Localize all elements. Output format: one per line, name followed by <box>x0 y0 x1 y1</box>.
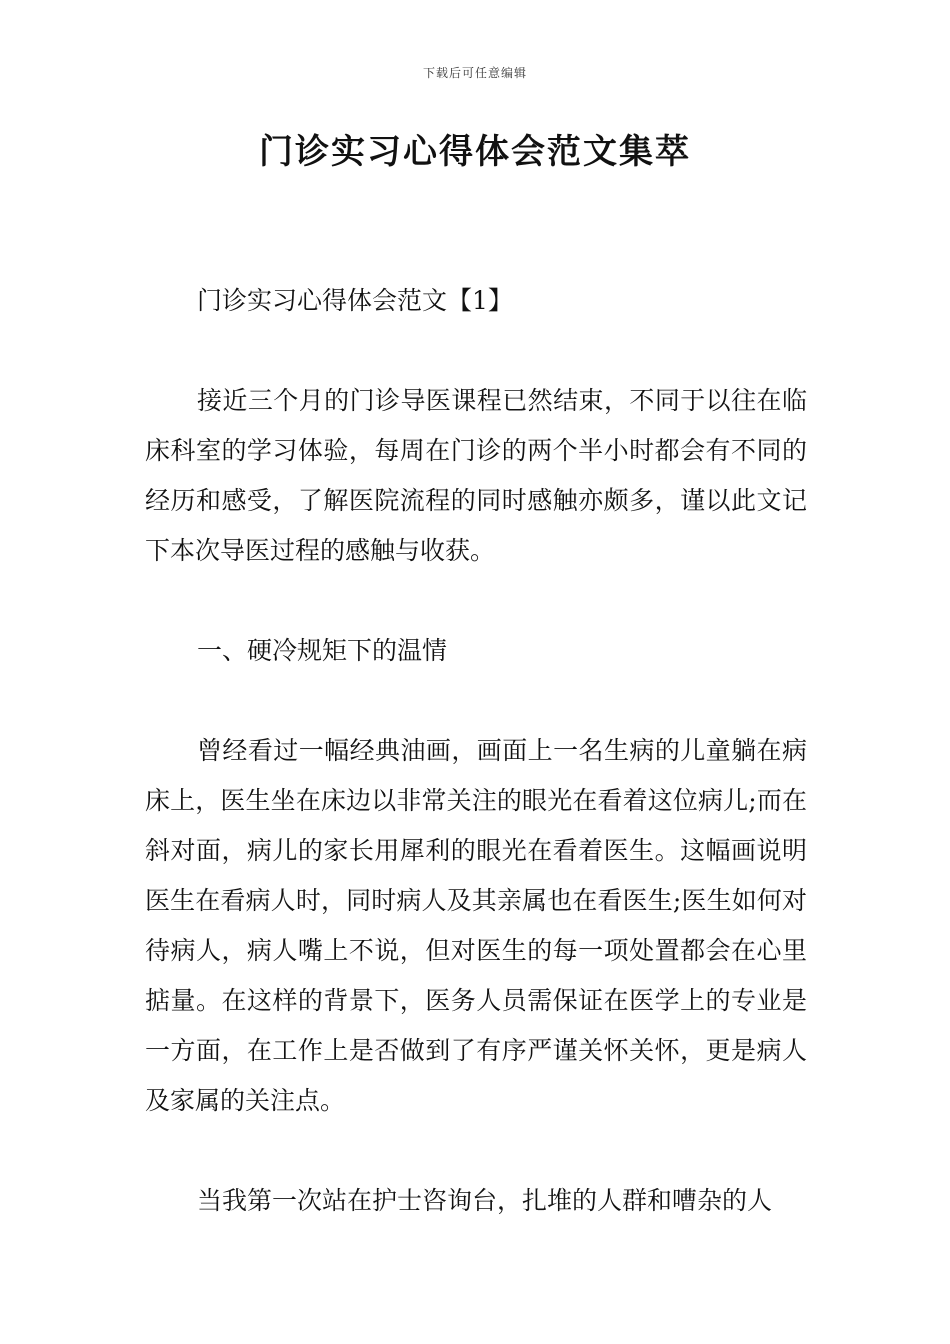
page-title: 门诊实习心得体会范文集萃 <box>259 132 691 172</box>
paragraph-spacer <box>145 1126 807 1176</box>
paragraph-spacer <box>145 676 807 726</box>
paragraph-spacer <box>145 326 807 376</box>
header-note: 下载后可任意编辑 <box>422 66 527 80</box>
paragraph-consultation-desk: 当我第一次站在护士咨询台，扎堆的人群和嘈杂的人 <box>197 1186 773 1215</box>
section-heading: 一、硬冷规矩下的温情 <box>197 636 448 665</box>
subtitle: 门诊实习心得体会范文【1】 <box>197 286 513 315</box>
document-body <box>145 276 807 1226</box>
paragraph-spacer <box>145 576 807 626</box>
paragraph-oil-painting: 曾经看过一幅经典油画，画面上一名生病的儿童躺在病床上，医生坐在床边以非常关注的眼光在看着这位病儿;而在斜对面，病儿的家长用犀利的眼光在看着医生。这幅画说明医生在看病人时，同时病人及其亲属也在看医生;医生如何对待病人，病人嘴上不说，但对医生的每一项处置都会在心里掂量。在这样的背景下，医务人员需保证在医学上的专业是一方面，在工作上是否做到了有序严谨关怀关怀，更是病人及家属的关注点。 <box>145 736 807 1115</box>
paragraph-intro: 接近三个月的门诊导医课程已然结束，不同于以往在临床科室的学习体验，每周在门诊的两个半小时都会有不同的经历和感受，了解医院流程的同时感触亦颇多，谨以此文记下本次导医过程的感触与收获。 <box>145 386 807 565</box>
